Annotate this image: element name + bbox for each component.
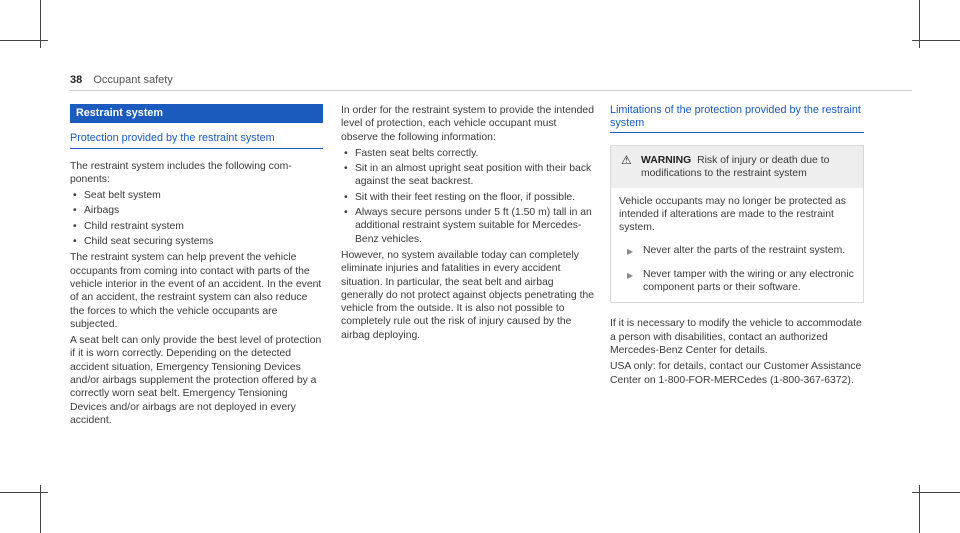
step-text: Never alter the parts of the restraint system. (643, 245, 846, 257)
list-item: • Sit in an almost upright seat position with their back against the seat backrest. (341, 162, 595, 189)
paragraph: However, no system available today can completely eliminate injuries and fatalities in every accident situation. In particular, the seat belt and airbag generally do not protect against objects penetrating the vehicle from the outside. It is also not possible to completely rule out the risk of injury caused by the airbag deploying. (341, 249, 595, 341)
warning-triangle-icon: ⚠ (621, 153, 632, 167)
paragraph: A seat belt can only provide the best level of protection if it is worn correctly. Depending on the detected accident situation, Emergency Tensioning Devices and/or airbags supplement the protection offered by a correctly worn seat belt. Emergency Tensioning Devices and/or airbags are not deployed in every accident. (70, 335, 322, 426)
paragraph: Vehicle occupants may no longer be protected as intended if alterations are made to the restraint system. (619, 195, 847, 234)
section-bar-title: Restraint system (70, 104, 323, 123)
paragraph: The restraint system can help prevent the vehicle occupants from coming into contact with parts of the vehicle interior in the event of an accident. In the event of an accident, the restraint system can also reduce the forces to which the vehicle occupants are subjected. (70, 252, 322, 330)
section-title: Occupant safety (93, 74, 173, 86)
list-item: • Fasten seat belts correctly. (341, 147, 595, 160)
section-title: Limitations of the protection provided by the restraint system (610, 104, 864, 133)
list-item: • Airbags (70, 204, 323, 217)
warning-step (619, 244, 855, 257)
play-triangle-icon: ▶ (627, 270, 634, 280)
warning-step (619, 268, 855, 295)
paragraph: If it is necessary to modify the vehicle to accommodate a person with disabilities, contact an authorized Mercedes-Benz Center for details. (610, 318, 862, 356)
warning-body (611, 188, 863, 303)
crop-mark (912, 492, 960, 493)
warning-word: WARNING (641, 155, 692, 166)
column-2 (341, 104, 595, 345)
list-item: • Child restraint system (70, 220, 323, 233)
column-1 (70, 104, 323, 430)
warning-header (611, 146, 863, 188)
paragraph: USA only: for details, contact our Customer Assistance Center on 1-800-FOR-MERCedes (1-800-367-6372). (610, 361, 862, 386)
list-item: • Sit with their feet resting on the floor, if possible. (341, 191, 595, 204)
crop-mark (912, 40, 960, 41)
subsection-title: Protection provided by the restraint system (70, 132, 323, 148)
paragraph: In order for the restraint system to provide the intended level of protection, each vehicle occupant must observe the following information: (341, 105, 594, 143)
warning-box (610, 145, 864, 303)
list-item: • Always secure persons under 5 ft (1.50 m) tall in an additional restraint system suitable for Mercedes-Benz vehicles. (341, 206, 595, 246)
list-item: • Child seat securing systems (70, 235, 323, 248)
paragraph: The restraint system includes the following components: (70, 160, 292, 185)
list-item: • Seat belt system (70, 189, 323, 202)
page-header (70, 74, 173, 86)
crop-mark (0, 40, 48, 41)
page-number: 38 (70, 74, 83, 86)
play-triangle-icon: ▶ (627, 247, 634, 257)
instructions-list (341, 147, 595, 246)
column-3 (610, 104, 864, 390)
header-divider (70, 90, 912, 91)
crop-mark (0, 492, 48, 493)
warning-text: Risk of injury or death due to modifications to the restraint system (641, 155, 830, 180)
components-list (70, 189, 323, 248)
step-text: Never tamper with the wiring or any electronic component parts or their software. (643, 268, 854, 294)
